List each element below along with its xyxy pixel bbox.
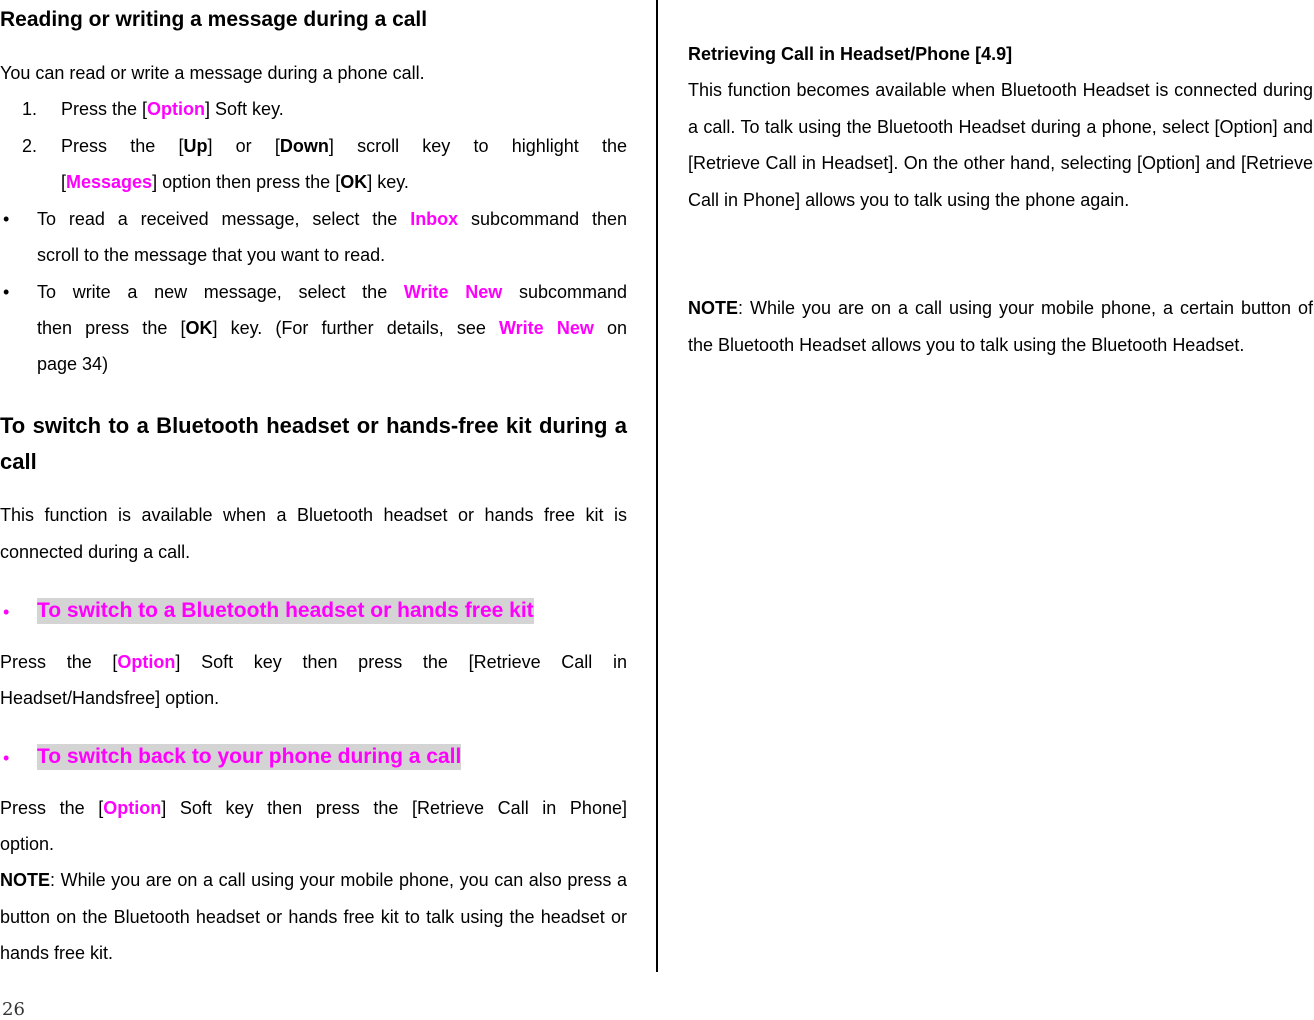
bullet-icon: •: [3, 282, 10, 302]
option-key-label: Option: [103, 798, 162, 818]
note-paragraph: NOTE: While you are on a call using your mobile phone, a certain button of the Bluetooth Headset allows you to talk using the Bluetooth Headset.: [688, 298, 1313, 355]
step-1-text: Press the [Option] Soft key.: [61, 99, 284, 119]
note-label: NOTE: [688, 298, 739, 318]
step-number: 2.: [22, 136, 38, 156]
bullet-2-line-3: page 34): [37, 354, 109, 374]
intro-text: You can read or write a message during a phone call.: [0, 63, 425, 83]
bullet-icon: •: [3, 602, 10, 622]
subheading-highlight: To switch to a Bluetooth headset or hands free kit: [37, 599, 534, 622]
option-key-label: Option: [147, 99, 206, 119]
messages-key-label: Messages: [66, 172, 153, 192]
bullet-1-line-2: scroll to the message that you want to read.: [37, 245, 386, 265]
body-paragraph: This function is available when a Bluetooth headset or hands free kit is connected during a call.: [0, 505, 627, 562]
step-2-line-2: [Messages] option then press the [OK] key.: [61, 172, 409, 192]
body-paragraph: This function becomes available when Bluetooth Headset is connected during a call. To talk using the Bluetooth Headset during a phone, select [Option] and [Retrieve Call in Headset]. On the other hand, selecting [Option] and [Retrieve Call in Phone] allows you to talk using the phone again.: [688, 80, 1313, 210]
para-3-line-2: option.: [0, 834, 55, 854]
column-divider: [656, 0, 658, 972]
section-heading: To switch to a Bluetooth headset or hands-free kit during a call: [0, 413, 627, 474]
write-new-link: Write New: [499, 318, 594, 338]
step-number: 1.: [22, 99, 38, 119]
bullet-icon: •: [3, 209, 10, 229]
bullet-2-line-1: To write a new message, select the Write New subcommand: [37, 282, 627, 302]
option-key-label: Option: [117, 652, 176, 672]
section-heading: Reading or writing a message during a call: [0, 8, 428, 31]
subheading-highlight: To switch back to your phone during a call: [37, 745, 462, 768]
note-paragraph: NOTE: While you are on a call using your mobile phone, you can also press a button on the Bluetooth headset or hands free kit to talk using the headset or hands free kit.: [0, 870, 627, 963]
para-3-line-1: Press the [Option] Soft key then press the [Retrieve Call in Phone]: [0, 798, 627, 818]
para-2-line-1: Press the [Option] Soft key then press the [Retrieve Call in: [0, 652, 627, 672]
bullet-2-line-2: then press the [OK] key. (For further details, see Write New on: [37, 318, 627, 338]
section-heading: Retrieving Call in Headset/Phone [4.9]: [688, 44, 1013, 64]
note-label: NOTE: [0, 870, 51, 890]
bullet-icon: •: [3, 748, 10, 768]
write-new-key-label: Write New: [403, 282, 503, 302]
para-2-line-2: Headset/Handsfree] option.: [0, 688, 220, 708]
step-2-line-1: Press the [Up] or [Down] scroll key to highlight the: [61, 136, 627, 156]
inbox-key-label: Inbox: [410, 209, 459, 229]
bullet-1-line-1: To read a received message, select the Inbox subcommand then: [37, 209, 627, 229]
page-number: 26: [2, 999, 25, 1020]
